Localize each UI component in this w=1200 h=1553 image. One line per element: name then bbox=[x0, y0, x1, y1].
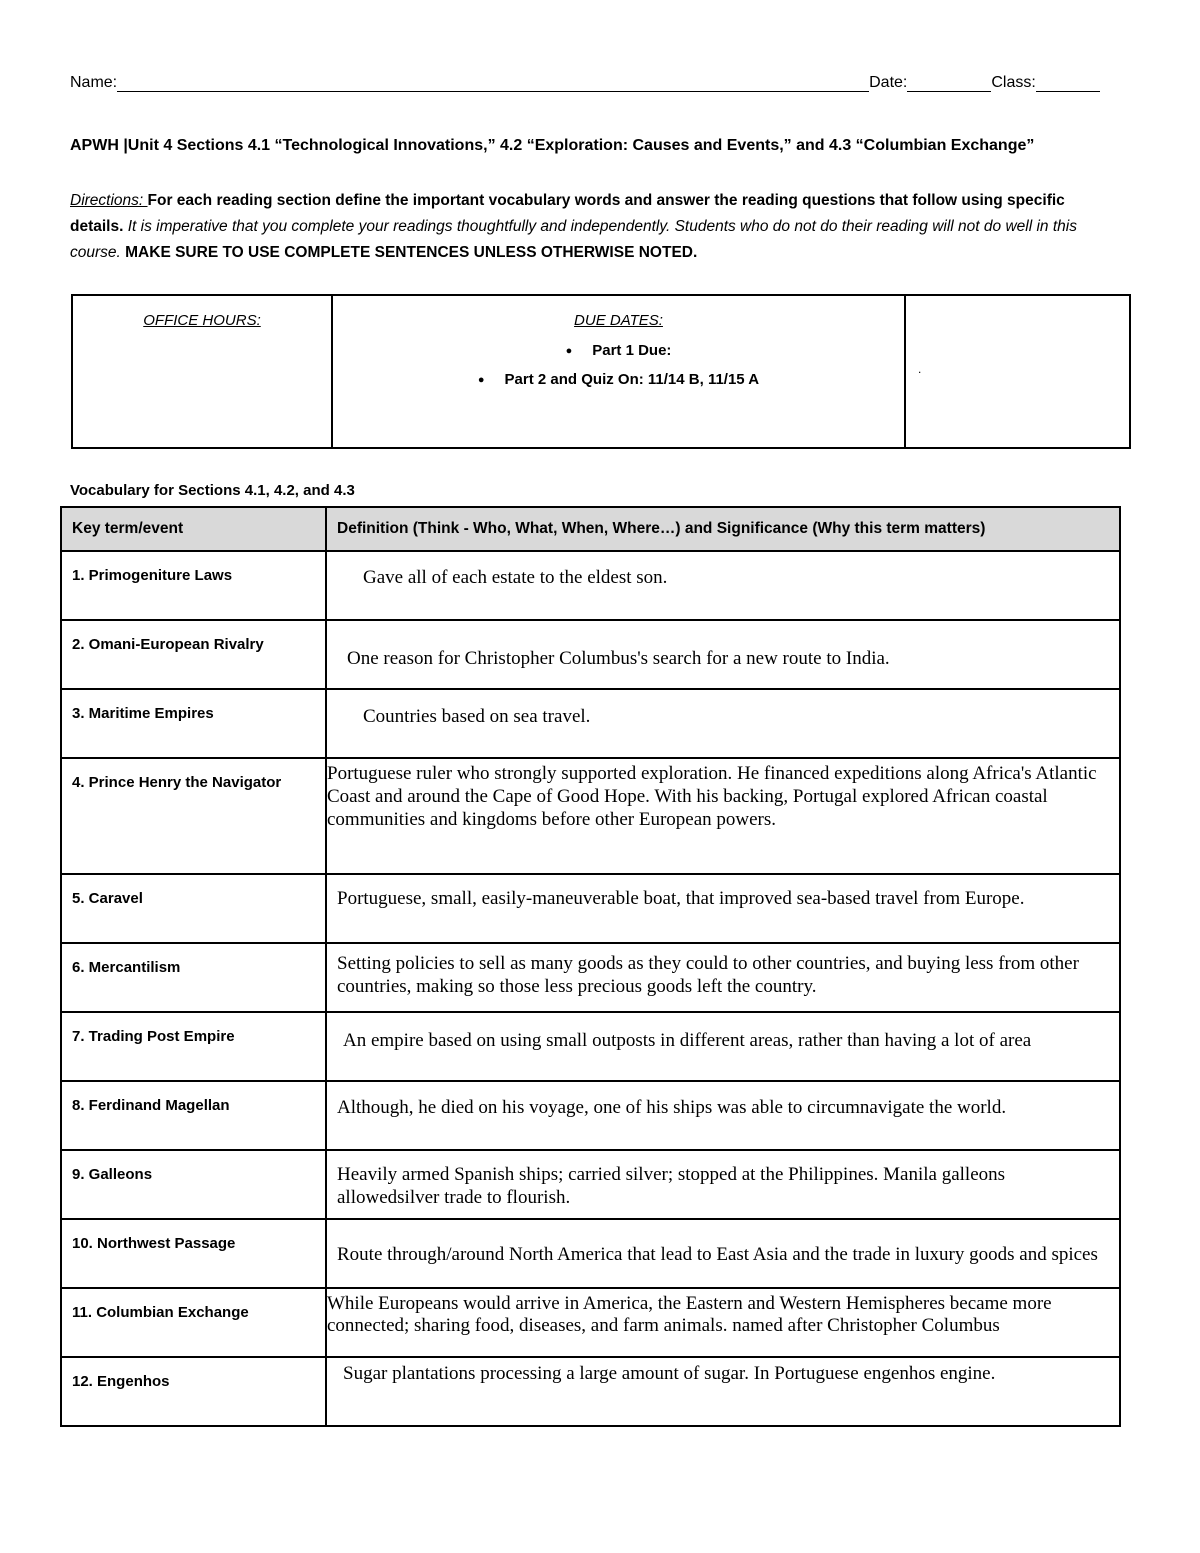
office-hours-cell bbox=[73, 296, 333, 447]
due-dates-heading: DUE DATES: bbox=[574, 312, 663, 329]
definition-cell[interactable]: Countries based on sea travel. bbox=[326, 689, 1120, 758]
table-row bbox=[61, 1150, 1120, 1219]
due-item: ● Part 1 Due: bbox=[333, 337, 904, 366]
definition-cell[interactable]: While Europeans would arrive in America, the Eastern and Western Hemispheres became more connected; sharing food, diseases, and farm animals. named after Christopher Columbus bbox=[326, 1288, 1120, 1357]
term-cell: 7. Trading Post Empire bbox=[61, 1012, 326, 1081]
table-row bbox=[61, 620, 1120, 689]
class-label: Class: bbox=[991, 74, 1036, 91]
directions bbox=[70, 188, 1120, 266]
definition-cell[interactable]: One reason for Christopher Columbus's search for a new route to India. bbox=[326, 620, 1120, 689]
table-row bbox=[61, 1288, 1120, 1357]
directions-note: It is imperative that you complete your readings thoughtfully and independently. Students who do not do their reading will not do well in this course. bbox=[70, 218, 1077, 261]
directions-emphasis: MAKE SURE TO USE COMPLETE SENTENCES UNLESS OTHERWISE NOTED. bbox=[120, 244, 698, 261]
term-cell: 1. Primogeniture Laws bbox=[61, 551, 326, 620]
name-label: Name: bbox=[70, 74, 118, 91]
definition-cell[interactable]: Heavily armed Spanish ships; carried silver; stopped at the Philippines. Manila galleons allowedsilver trade to flourish. bbox=[326, 1150, 1120, 1219]
directions-main: For each reading section define the important vocabulary words and answer the reading questions that follow using specific details. bbox=[70, 192, 1065, 235]
definition-cell[interactable]: An empire based on using small outposts in different areas, rather than having a lot of area bbox=[326, 1012, 1120, 1081]
class-field[interactable] bbox=[1036, 76, 1100, 92]
header-definition: Definition (Think - Who, What, When, Where…) and Significance (Why this term matters) bbox=[326, 507, 1120, 551]
name-field[interactable] bbox=[117, 76, 869, 92]
term-cell: 4. Prince Henry the Navigator bbox=[61, 758, 326, 874]
due-item: ● Part 2 and Quiz On: 11/14 B, 11/15 A bbox=[333, 366, 904, 395]
term-cell: 11. Columbian Exchange bbox=[61, 1288, 326, 1357]
definition-cell[interactable]: Setting policies to sell as many goods as they could to other countries, and buying less from other countries, making so those less precious goods left the country. bbox=[326, 943, 1120, 1012]
due-dates-list bbox=[333, 337, 904, 395]
stray-mark: . bbox=[918, 362, 922, 376]
info-table bbox=[71, 294, 1131, 449]
vocab-header-row bbox=[61, 507, 1120, 551]
term-cell: 8. Ferdinand Magellan bbox=[61, 1081, 326, 1150]
table-row bbox=[61, 689, 1120, 758]
directions-label: Directions: bbox=[70, 192, 148, 209]
term-cell: 9. Galleons bbox=[61, 1150, 326, 1219]
header-key-term: Key term/event bbox=[61, 507, 326, 551]
table-row bbox=[61, 1012, 1120, 1081]
blank-cell bbox=[906, 296, 1129, 447]
term-cell: 3. Maritime Empires bbox=[61, 689, 326, 758]
table-row bbox=[61, 1081, 1120, 1150]
table-row bbox=[61, 1357, 1120, 1426]
assignment-title: APWH |Unit 4 Sections 4.1 “Technological Innovations,” 4.2 “Exploration: Causes and Events,” and 4.3 “Columbian Exchange” bbox=[70, 137, 1035, 154]
date-field[interactable] bbox=[907, 76, 991, 92]
vocab-table bbox=[60, 506, 1121, 1427]
date-label: Date: bbox=[869, 74, 908, 91]
student-header bbox=[70, 74, 1130, 92]
definition-cell[interactable]: Portuguese, small, easily-maneuverable boat, that improved sea-based travel from Europe. bbox=[326, 874, 1120, 943]
term-cell: 5. Caravel bbox=[61, 874, 326, 943]
table-row bbox=[61, 1219, 1120, 1288]
table-row bbox=[61, 943, 1120, 1012]
vocab-section-title: Vocabulary for Sections 4.1, 4.2, and 4.3 bbox=[70, 482, 355, 499]
term-cell: 10. Northwest Passage bbox=[61, 1219, 326, 1288]
office-hours-heading: OFFICE HOURS: bbox=[143, 312, 261, 329]
definition-cell[interactable]: Portuguese ruler who strongly supported exploration. He financed expeditions along Africa's Atlantic Coast and around the Cape of Good Hope. With his backing, Portugal explored African coastal communities and kingdoms before other European powers. bbox=[326, 758, 1120, 874]
term-cell: 6. Mercantilism bbox=[61, 943, 326, 1012]
definition-cell[interactable]: Sugar plantations processing a large amount of sugar. In Portuguese engenhos engine. bbox=[326, 1357, 1120, 1426]
term-cell: 2. Omani-European Rivalry bbox=[61, 620, 326, 689]
due-dates-cell bbox=[333, 296, 906, 447]
definition-cell[interactable]: Gave all of each estate to the eldest son. bbox=[326, 551, 1120, 620]
definition-cell[interactable]: Although, he died on his voyage, one of his ships was able to circumnavigate the world. bbox=[326, 1081, 1120, 1150]
definition-cell[interactable]: Route through/around North America that lead to East Asia and the trade in luxury goods and spices bbox=[326, 1219, 1120, 1288]
table-row bbox=[61, 758, 1120, 874]
table-row bbox=[61, 551, 1120, 620]
table-row bbox=[61, 874, 1120, 943]
term-cell: 12. Engenhos bbox=[61, 1357, 326, 1426]
